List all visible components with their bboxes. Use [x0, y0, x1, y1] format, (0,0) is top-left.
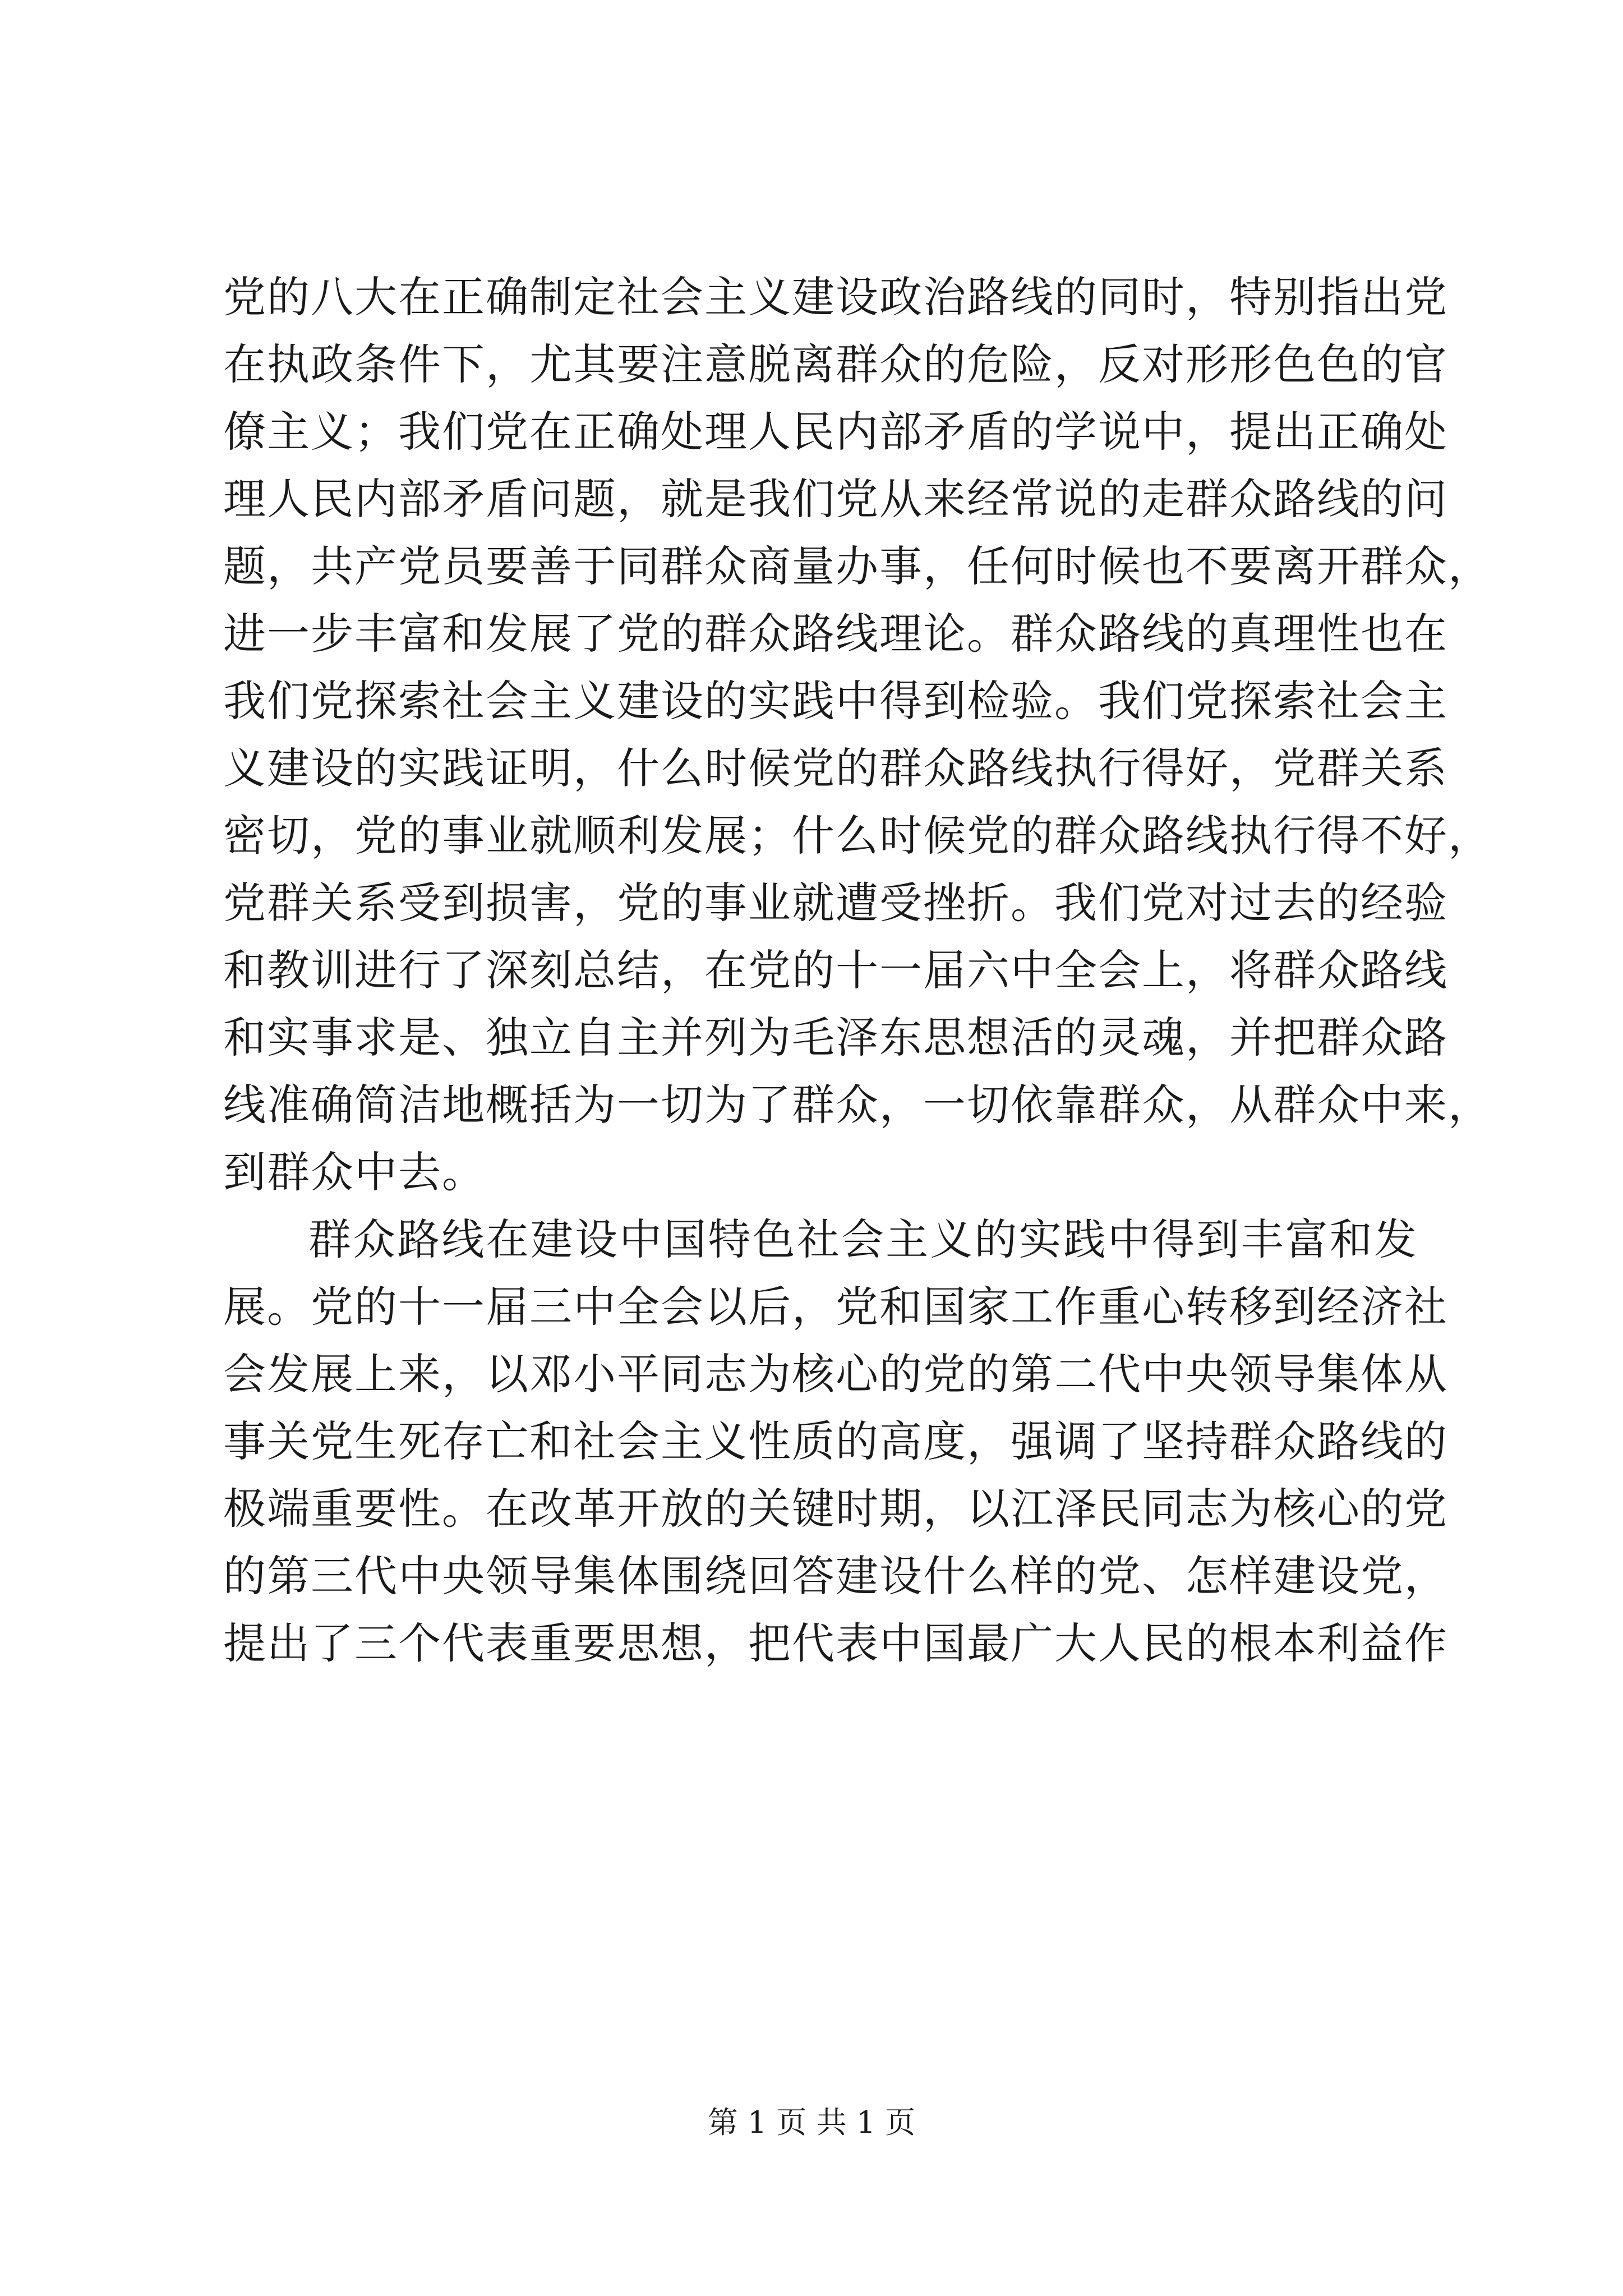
text-line: 到群众中去。: [223, 1147, 486, 1197]
text-line: 的第三代中央领导集体围绕回答建设什么样的党、怎样建设党，: [223, 1551, 1448, 1601]
text-line: 展。党的十一届三中全会以后，党和国家工作重心转移到经济社: [223, 1282, 1448, 1332]
page-number: 第 1 页 共 1 页: [707, 2105, 916, 2140]
text-line: 事关党生死存亡和社会主义性质的高度，强调了坚持群众路线的: [223, 1416, 1448, 1466]
text-line: 党群关系受到损害，党的事业就遭受挫折。我们党对过去的经验: [223, 878, 1448, 928]
page-footer: [0, 2100, 1623, 2145]
text-line: 密切，党的事业就顺利发展；什么时候党的群众路线执行得不好，: [223, 811, 1492, 861]
text-line: 会发展上来，以邓小平同志为核心的党的第二代中央领导集体从: [223, 1349, 1448, 1399]
text-line: 进一步丰富和发展了党的群众路线理论。群众路线的真理性也在: [223, 609, 1448, 659]
text-line: 线准确简洁地概括为一切为了群众，一切依靠群众，从群众中来，: [223, 1080, 1492, 1130]
text-line: 义建设的实践证明，什么时候党的群众路线执行得好，党群关系: [223, 743, 1448, 793]
text-line: 理人民内部矛盾问题，就是我们党从来经常说的走群众路线的问: [223, 474, 1448, 524]
text-line: 提出了三个代表重要思想，把代表中国最广大人民的根本利益作: [223, 1618, 1448, 1668]
text-line: 和教训进行了深刻总结，在党的十一届六中全会上，将群众路线: [223, 945, 1448, 995]
text-line: 和实事求是、独立自主并列为毛泽东思想活的灵魂，并把群众路: [223, 1013, 1448, 1062]
paragraph-1: [223, 264, 1492, 1206]
paragraph-2: [223, 1206, 1448, 1677]
text-line: 党的八大在正确制定社会主义建设政治路线的同时，特别指出党: [223, 272, 1448, 322]
text-line: 僚主义；我们党在正确处理人民内部矛盾的学说中，提出正确处: [223, 407, 1448, 457]
text-line: 群众路线在建设中国特色社会主义的实践中得到丰富和发: [308, 1214, 1418, 1264]
text-line: 在执政条件下，尤其要注意脱离群众的危险，反对形形色色的官: [223, 339, 1448, 389]
body-text: [223, 264, 1492, 1677]
text-line: 题，共产党员要善于同群众商量办事，任何时候也不要离开群众，: [223, 541, 1492, 591]
text-line: 极端重要性。在改革开放的关键时期，以江泽民同志为核心的党: [223, 1484, 1448, 1534]
text-line: 我们党探索社会主义建设的实践中得到检验。我们党探索社会主: [223, 676, 1448, 726]
